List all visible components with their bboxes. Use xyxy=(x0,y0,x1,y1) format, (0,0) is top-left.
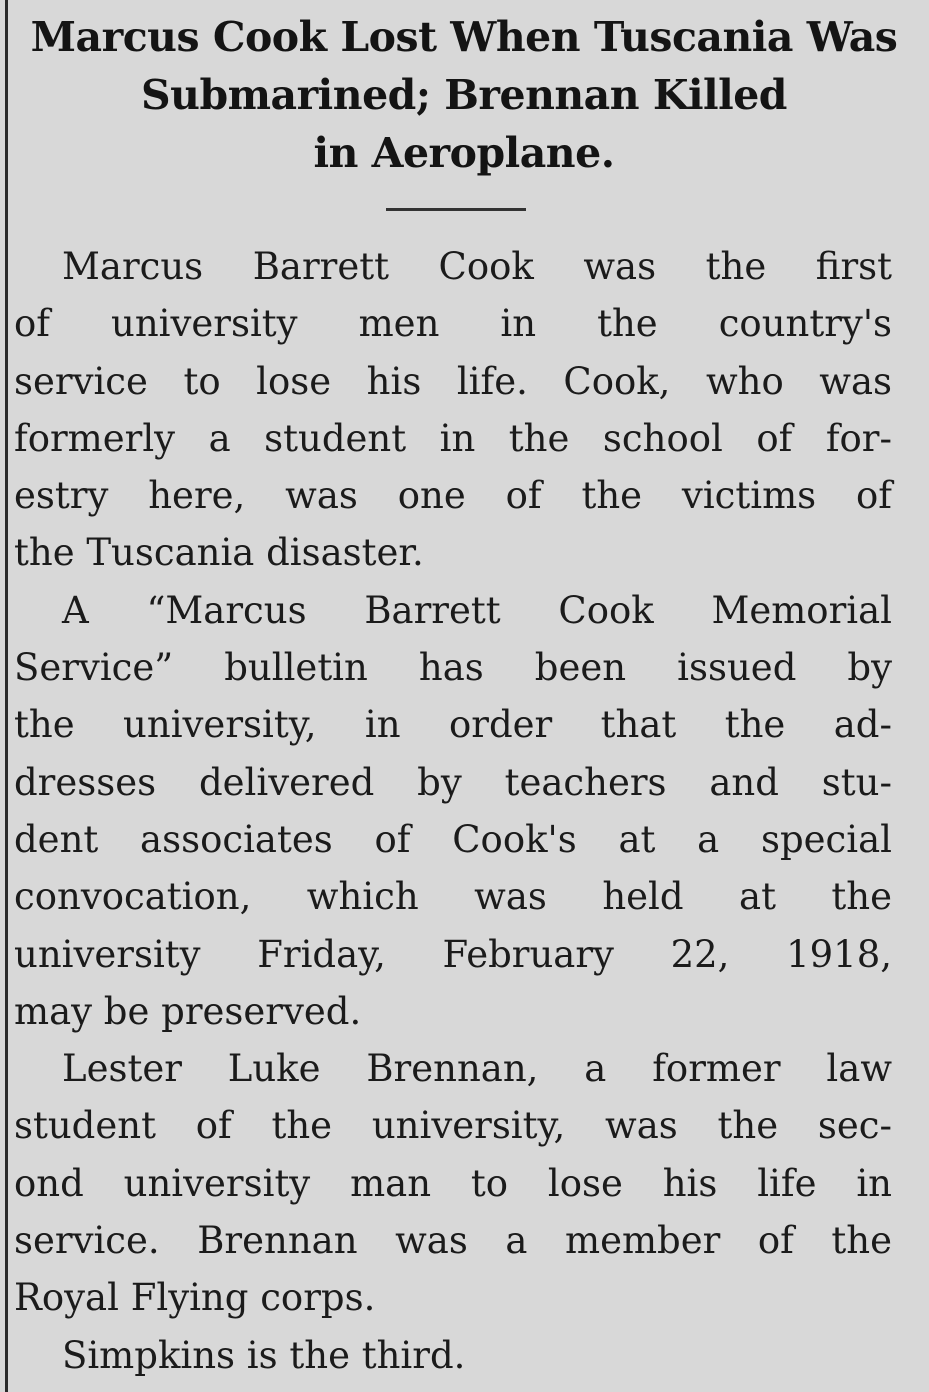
text-line: Service” bulletin has been issued by xyxy=(14,646,892,690)
text-line: dresses delivered by teachers and stu- xyxy=(14,760,892,804)
text-line: A “Marcus Barrett Cook Memorial xyxy=(62,588,892,632)
text-line: university Friday, February 22, 1918, xyxy=(14,932,892,976)
text-line: the Tuscania disaster. xyxy=(14,531,424,575)
headline-line-1: Marcus Cook Lost When Tuscania Was xyxy=(30,13,898,61)
headline xyxy=(14,8,914,182)
text-line: service to lose his life. Cook, who was xyxy=(14,359,892,403)
text-line: student of the university, was the sec- xyxy=(14,1104,892,1148)
text-line: the university, in order that the ad- xyxy=(14,703,892,747)
text-line: of university men in the country's xyxy=(14,302,892,346)
text-line: Lester Luke Brennan, a former law xyxy=(62,1047,892,1091)
text-line: estry here, was one of the victims of xyxy=(14,474,892,518)
column-rule xyxy=(5,0,8,1392)
article-body xyxy=(14,238,892,1384)
headline-line-3: in Aeroplane. xyxy=(313,129,615,177)
headline-line-2: Submarined; Brennan Killed xyxy=(141,71,787,119)
text-line: Royal Flying corps. xyxy=(14,1276,376,1320)
text-line: service. Brennan was a member of the xyxy=(14,1219,892,1263)
headline-divider xyxy=(386,208,526,211)
text-line: formerly a student in the school of for- xyxy=(14,416,892,460)
text-line: dent associates of Cook's at a special xyxy=(14,817,892,861)
text-line: may be preserved. xyxy=(14,989,362,1033)
text-line: Simpkins is the third. xyxy=(62,1333,466,1377)
text-line: Marcus Barrett Cook was the first xyxy=(62,245,892,288)
text-line: ond university man to lose his life in xyxy=(14,1161,892,1205)
text-line: convocation, which was held at the xyxy=(14,875,892,919)
